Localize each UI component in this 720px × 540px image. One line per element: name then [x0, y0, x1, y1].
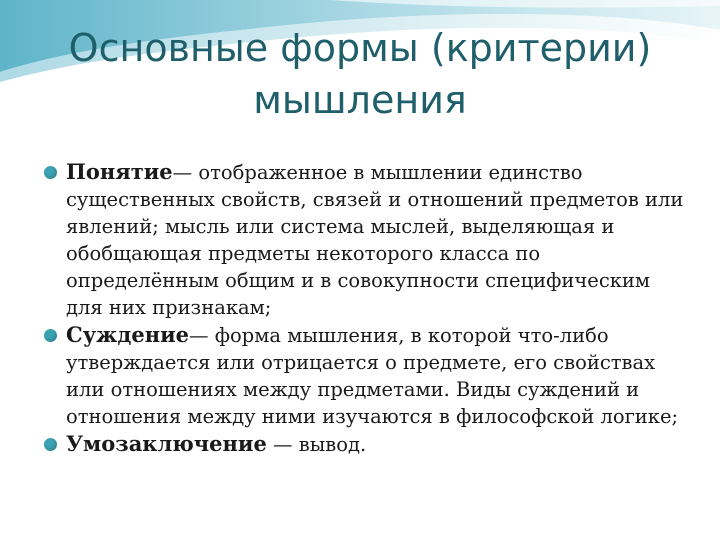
bullet-text: — форма мышления, в которой что-либо утверждается или отрицается о предмете, его свойствах или отношениях между предметами. Виды суждений и отношения между ними изучаются в философской логике;: [66, 324, 679, 428]
bullet-item-concept: [44, 158, 684, 321]
bullet-dot-icon: [44, 438, 57, 451]
bullet-text: — вывод.: [266, 433, 367, 456]
bullet-dot-icon: [44, 329, 57, 342]
bullet-list: [44, 158, 684, 458]
slide-title: [40, 22, 680, 126]
bullet-item-judgment: [44, 321, 684, 430]
bullet-dot-icon: [44, 166, 57, 179]
bullet-text: — отображенное в мышлении единство существенных свойств, связей и отношений предметов или явлений; мысль или система мыслей, выделяющая и обобщающая предметы некоторого класса по определённым общим и в совокупности специфическим для них признакам;: [66, 161, 684, 319]
bullet-term: Суждение: [66, 322, 190, 347]
bullet-term: Понятие: [66, 159, 173, 184]
title-line-1: Основные формы (критерии): [68, 26, 652, 70]
title-line-2: мышления: [253, 78, 467, 122]
bullet-item-inference: [44, 430, 684, 458]
bullet-term: Умозаключение: [66, 431, 267, 456]
